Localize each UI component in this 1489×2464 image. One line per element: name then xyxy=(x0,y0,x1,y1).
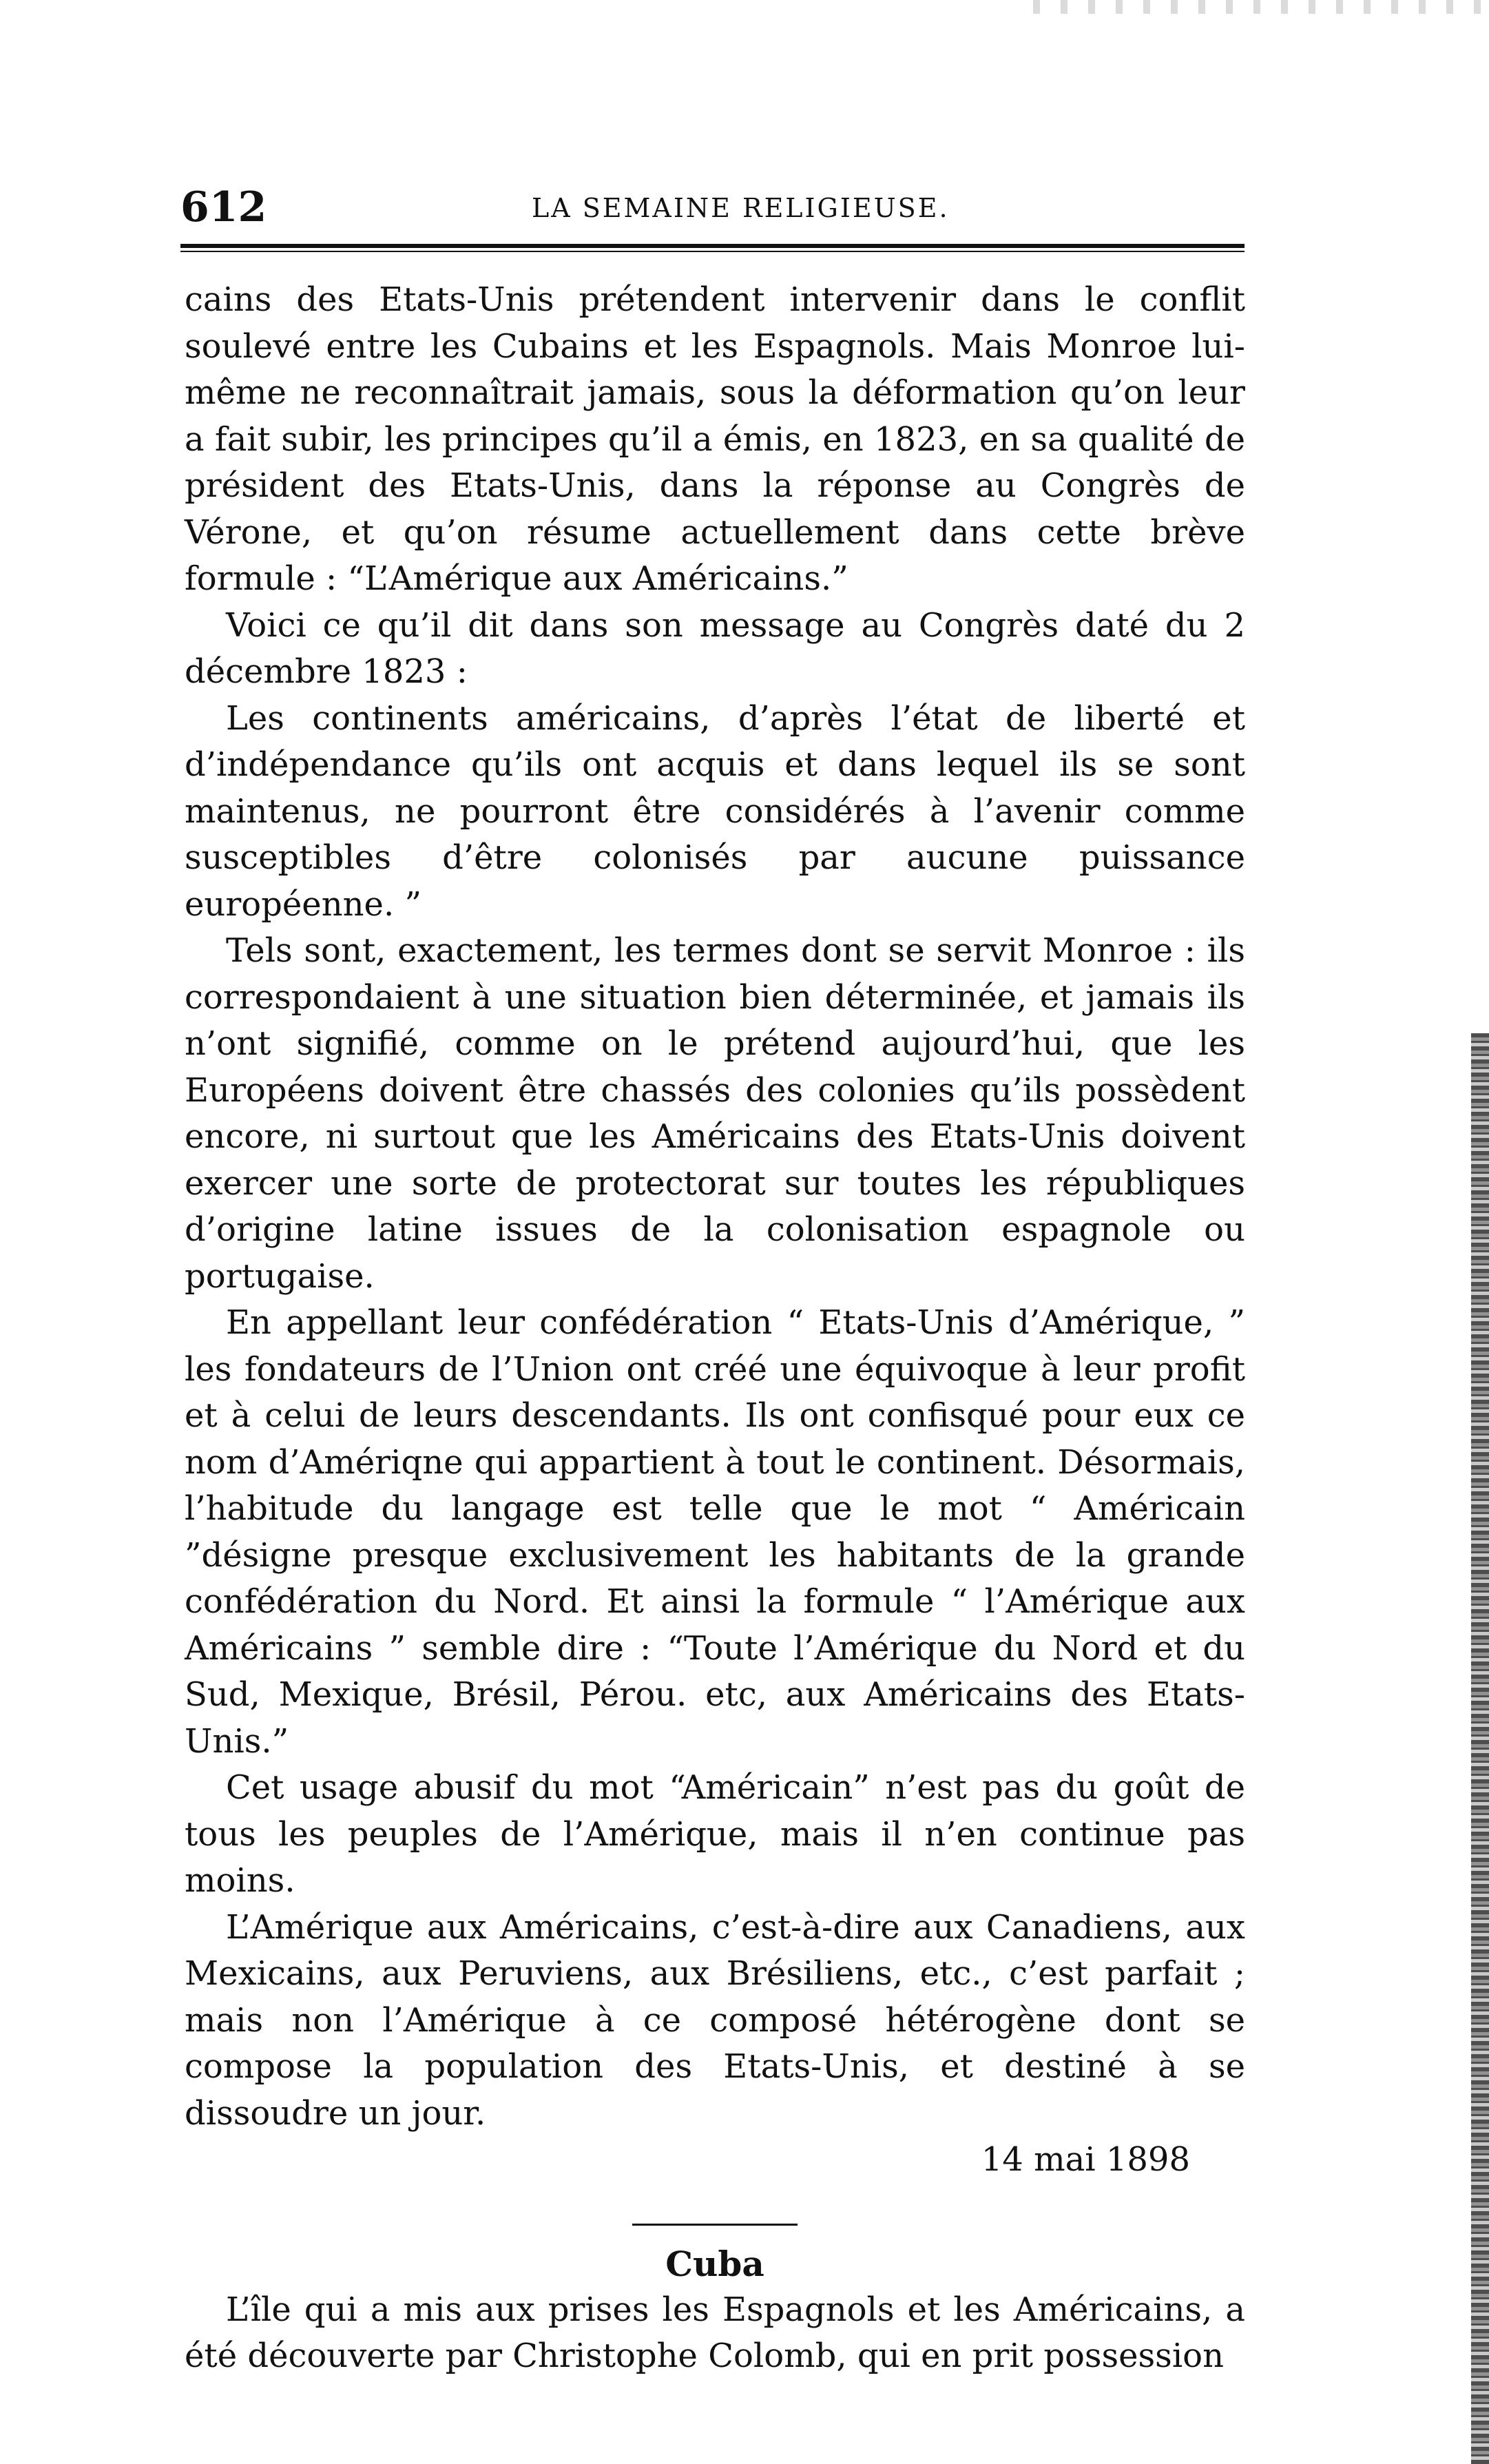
page-header xyxy=(180,183,1245,238)
paragraph-continuation: cains des Etats-Unis prétendent intervenir dans le conflit soulevé entre les Cubains et les Espagnols. Mais Monroe lui-même ne reconnaîtrait jamais, sous la déformation qu’on leur a fait subir, les principes qu’il a émis, en 1823, en sa qualité de président des Etats-Unis, dans la réponse au Congrès de Vérone, et qu’on résume actuellement dans cette brève formule : “L’Amérique aux Américains.” xyxy=(185,280,1245,598)
date-line: 14 mai 1898 xyxy=(981,2140,1190,2179)
paragraph-monroe-quote: Les continents américains, d’après l’état de liberté et d’indépendance qu’ils ont acquis et dans lequel ils se sont maintenus, ne pourront être considérés à l’avenir comme susceptibles d’être colonisés par aucune puissance européenne. ” xyxy=(185,698,1245,924)
paragraph-intro-quote: Voici ce qu’il dit dans son message au Congrès daté du 2 décembre 1823 : xyxy=(185,605,1245,691)
article-body xyxy=(185,277,1245,2380)
section-opening-paragraph: L’île qui a mis aux prises les Espagnols et les Américains, a été découverte par Christophe Colomb, qui en prit possession xyxy=(185,2290,1245,2375)
paragraph-usage: Cet usage abusif du mot “Américain” n’est pas du goût de tous les peuples de l’Amérique, mais il n’en continue pas moins. xyxy=(185,1768,1245,1900)
paragraph-terms: Tels sont, exactement, les termes dont se servit Monroe : ils correspondaient à une situation bien déterminée, et jamais ils n’ont signifié, comme on le prétend aujourd’hui, que les Européens doivent être chassés des colonies qu’ils possèdent encore, ni surtout que les Américains des Etats-Unis doivent exercer une sorte de protectorat sur toutes les républiques d’origine latine issues de la colonisation espagnole ou portugaise. xyxy=(185,931,1245,1296)
paragraph-conclusion: L’Amérique aux Américains, c’est-à-dire aux Canadiens, aux Mexicains, aux Peruviens, aux Brésiliens, etc., c’est parfait ; mais non l’Amérique à ce composé hétérogène dont se compose la population des Etats-Unis, et destiné à se dissoudre un jour. xyxy=(185,1907,1245,2133)
scan-edge-top xyxy=(1033,0,1489,14)
page-number: 612 xyxy=(180,183,267,231)
scan-edge-right xyxy=(1471,1033,1489,2464)
section-divider xyxy=(632,2224,798,2226)
running-title: LA SEMAINE RELIGIEUSE. xyxy=(532,193,950,223)
section-title: Cuba xyxy=(665,2243,764,2284)
paragraph-confederation: En appellant leur confédération “ Etats-Unis d’Amérique, ” les fondateurs de l’Union ont créé une équivoque à leur profit et à celui de leurs descendants. Ils ont confisqué pour eux ce nom d’Amériqne qui appartient à tout le continent. Désormais, l’habitude du langage est telle que le mot “ Américain ”désigne presque exclusivement les habitants de la grande confédération du Nord. Et ainsi la formule “ l’Amérique aux Américains ” semble dire : “Toute l’Amérique du Nord et du Sud, Mexique, Brésil, Pérou. etc, aux Américains des Etats-Unis.” xyxy=(185,1303,1245,1761)
header-rule xyxy=(180,244,1245,252)
